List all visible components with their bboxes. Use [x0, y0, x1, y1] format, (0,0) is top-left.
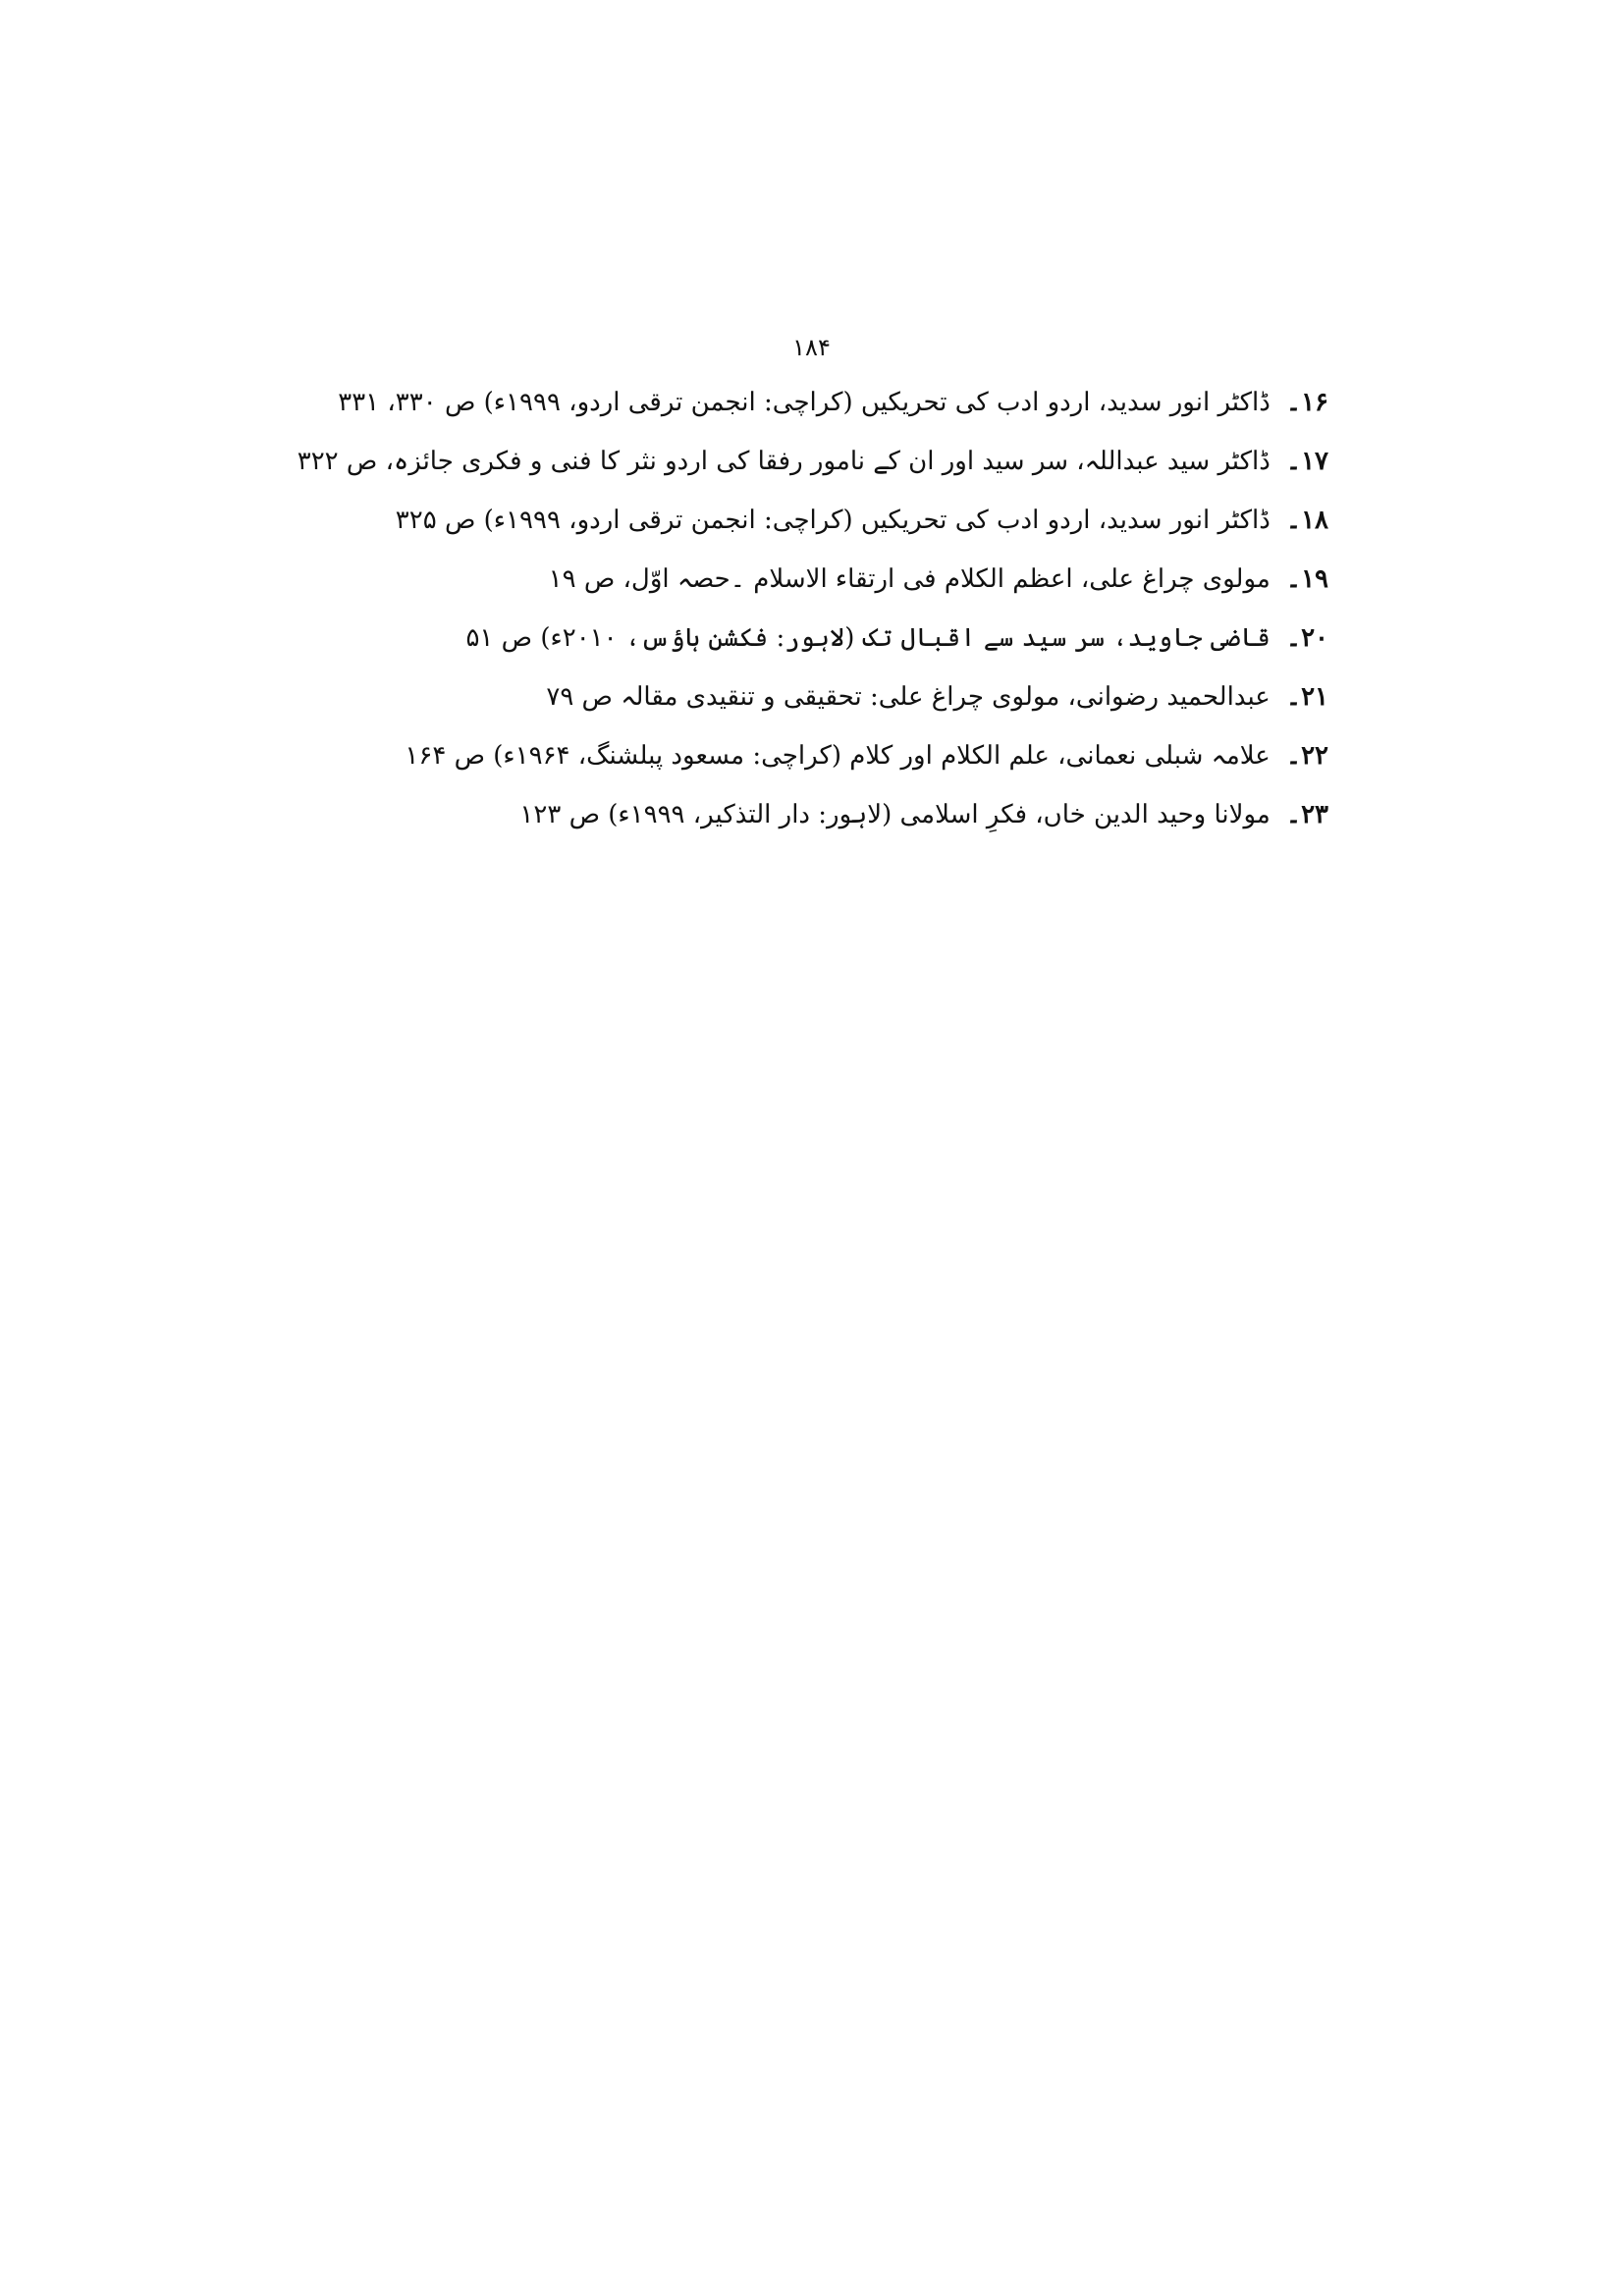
endnote: [288, 797, 1328, 856]
endnote-text: عبدالحمید رضوانی، مولوی چراغ علی: تحقیقی و تنقیدی مقالہ ص ۷۹: [546, 682, 1271, 712]
endnote-text: ڈاکٹر انور سدید، اردو ادب کی تحریکیں (کراچی: انجمن ترقی اردو، ۱۹۹۹ء) ص ۳۳۰، ۳۳۱: [338, 388, 1271, 417]
endnote-text: مولانا وحید الدین خاں، فکرِ اسلامی (لاہور: دار التذکیر، ۱۹۹۹ء) ص ۱۲۳: [519, 800, 1271, 829]
endnote: [288, 385, 1328, 444]
endnote: [288, 444, 1328, 503]
endnote: [288, 561, 1328, 620]
endnote-number: ۱۷۔: [1285, 447, 1328, 476]
endnote-number: ۲۰۔: [1285, 623, 1328, 653]
endnote: [288, 620, 1328, 679]
endnote-number: ۱۸۔: [1285, 506, 1328, 535]
endnote-number: ۲۱۔: [1285, 682, 1328, 712]
endnote-text: قاضی جاوید، سر سید سے اقبال تک (لاہور: فکشن ہاؤس، ۲۰۱۰ء) ص ۵۱: [465, 623, 1271, 653]
endnote: [288, 503, 1328, 561]
endnote: [288, 738, 1328, 797]
endnote-text: مولوی چراغ علی، اعظم الکلام فی ارتقاء الاسلام ۔حصہ اوّل، ص ۱۹: [548, 564, 1271, 594]
endnote-number: ۱۶۔: [1285, 388, 1328, 417]
endnote-number: ۱۹۔: [1285, 564, 1328, 594]
page-number: ۱۸۴: [792, 334, 831, 361]
endnote-number: ۲۲۔: [1285, 741, 1328, 771]
endnote: [288, 679, 1328, 738]
endnote-text: ڈاکٹر سید عبداللہ، سر سید اور ان کے نامور رفقا کی اردو نثر کا فنی و فکری جائزہ، ص ۳۲۲: [297, 447, 1271, 476]
endnotes-list: [288, 385, 1328, 856]
endnote-text: ڈاکٹر انور سدید، اردو ادب کی تحریکیں (کراچی: انجمن ترقی اردو، ۱۹۹۹ء) ص ۳۲۵: [395, 506, 1271, 535]
endnote-number: ۲۳۔: [1285, 800, 1328, 829]
endnote-text: علامہ شبلی نعمانی، علم الکلام اور کلام (کراچی: مسعود پبلشنگ، ۱۹۶۴ء) ص ۱۶۴: [405, 741, 1271, 771]
